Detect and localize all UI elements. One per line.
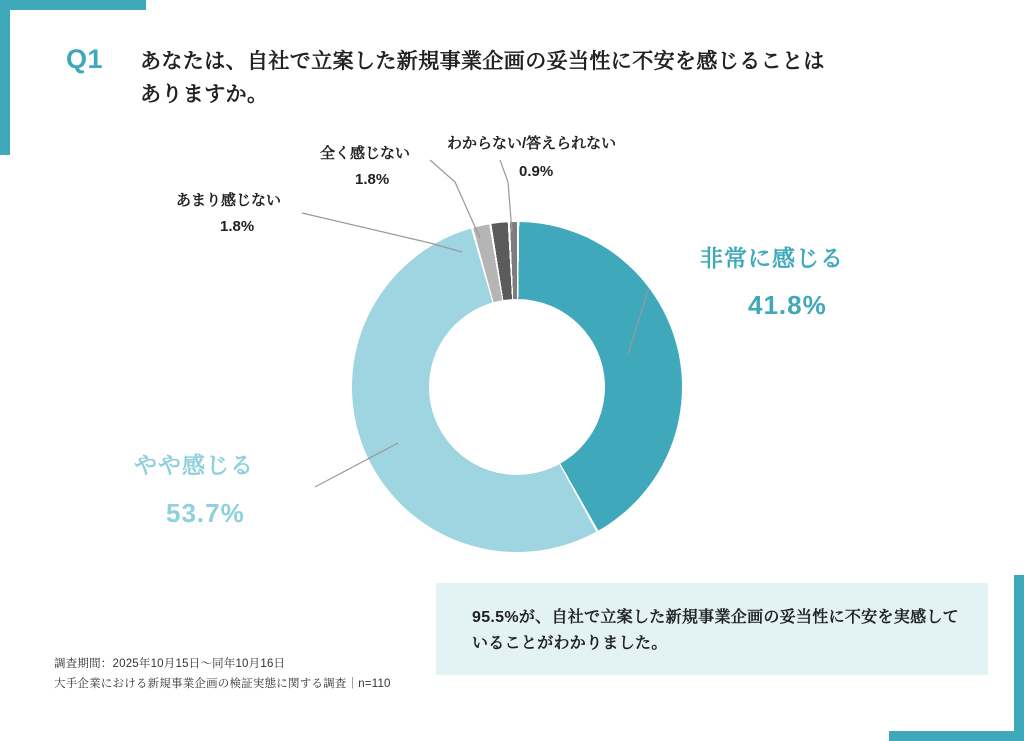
footnote-source: 大手企業における新規事業企画の検証実態に関する調査｜n=110: [54, 678, 391, 690]
accent-bar-top-left: [0, 0, 146, 10]
accent-bar-bottom-right: [889, 731, 1024, 741]
slice-label-value-4: 0.9%: [519, 163, 554, 180]
summary-box: [436, 583, 988, 675]
slice-label-value-3: 1.8%: [355, 171, 390, 188]
donut-chart: [352, 222, 682, 552]
slice-label-name-4: わからない/答えられない: [447, 135, 617, 152]
footnote-period: 調査期間：2025年10月15日〜同年10月16日: [54, 658, 286, 670]
summary-text: 95.5%が、自社で立案した新規事業企画の妥当性に不安を実感していることがわかりました。: [472, 609, 959, 653]
question-title: あなたは、自社で立案した新規事業企画の妥当性に不安を感じることはありますか。: [140, 50, 825, 106]
slice-label-value-1: 53.7%: [166, 498, 245, 528]
slice-label-name-0: 非常に感じる: [700, 245, 844, 271]
accent-bar-left: [0, 0, 10, 155]
question-number: Q1: [66, 44, 104, 74]
donut-center-hole: [429, 299, 605, 475]
slice-label-name-1: やや感じる: [134, 452, 254, 478]
slice-label-name-2: あまり感じない: [176, 192, 282, 209]
slice-label-value-2: 1.8%: [220, 218, 255, 235]
slice-label-name-3: 全く感じない: [320, 145, 411, 162]
accent-bar-right: [1014, 575, 1024, 741]
slice-label-value-0: 41.8%: [748, 290, 827, 320]
